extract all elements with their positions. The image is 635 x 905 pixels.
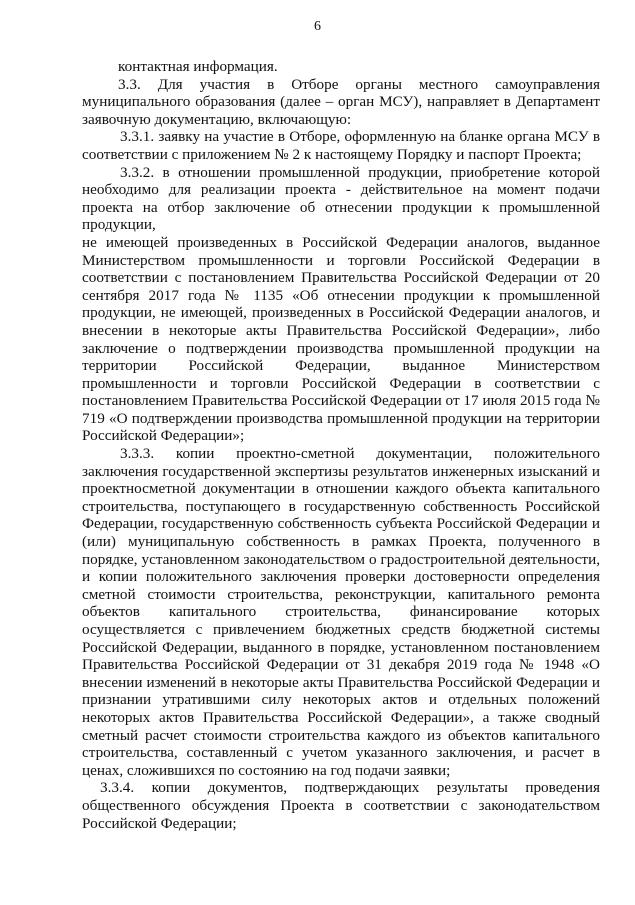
paragraph-3-3-2-continued: не имеющей произведенных в Российской Федерации аналогов, выданное Министерством промышленности и торговли Российской Федерации в соответствии с постановлением Правительства Российской Федерации от 20 сентября 2017 года № 1135 «Об отнесении продукции к промышленной продукции, не имеющей, произведенных в Российской Федерации аналогов, и внесении в некоторые акты Правительства Российской Федерации», либо заключение о подтверждении производства промышленной продукции на территории Российской Федерации, выданное Министерством промышленности и торговли Российской Федерации в соответствии с постановлением Правительства Российской Федерации от 17 июля 2015 года № 719 «О подтверждении производства промышленной продукции на территории Российской Федерации»; xyxy=(82,233,600,445)
page-number: 6 xyxy=(314,19,321,34)
paragraph-3-3-4: 3.3.4. копии документов, подтверждающих результаты проведения общественного обсуждения Проекта в соответствии с законодательством Российской Федерации; xyxy=(82,779,600,832)
paragraph-3-3-1: 3.3.1. заявку на участие в Отборе, оформленную на бланке органа МСУ в соответствии с приложением № 2 к настоящему Порядку и паспорт Проекта; xyxy=(82,128,600,163)
document-body xyxy=(82,58,600,832)
paragraph-contact-info: контактная информация. xyxy=(118,58,278,75)
paragraph-3-3-3: 3.3.3. копии проектно-сметной документации, положительного заключения государственной экспертизы результатов инженерных изысканий и проектносметной документации в отношении каждого объекта капитального строительства, поступающего в государственную собственность Российской Федерации, государственную собственность субъекта Российской Федерации и (или) муниципальную собственность в рамках Проекта, полученного в порядке, установленном законодательством о градостроительной деятельности, и копии положительного заключения проверки достоверности определения сметной стоимости строительства, реконструкции, капитального ремонта объектов капитального строительства, финансирование которых осуществляется с привлечением бюджетных средств бюджетной системы Российской Федерации, выданного в порядке, установленном постановлением Правительства Российской Федерации от 31 декабря 2019 года № 1948 «О внесении изменений в некоторые акты Правительства Российской Федерации и признании утратившими силу некоторых актов и отдельных положений некоторых актов Правительства Российской Федерации», а также сводный сметный расчет стоимости строительства каждого из объектов капитального строительства, составленный с учетом указанного заключения, и расчет в ценах, сложившихся по состоянию на год подачи заявки; xyxy=(82,445,600,779)
paragraph-3-3: 3.3. Для участия в Отборе органы местного самоуправления муниципального образования (далее – орган МСУ), направляет в Департамент заявочную документацию, включающую: xyxy=(82,75,600,128)
paragraph-3-3-2: 3.3.2. в отношении промышленной продукции, приобретение которой необходимо для реализации проекта - действительное на момент подачи проекта на отбор заключение об отнесении продукции к промышленной продукции, xyxy=(82,163,600,234)
